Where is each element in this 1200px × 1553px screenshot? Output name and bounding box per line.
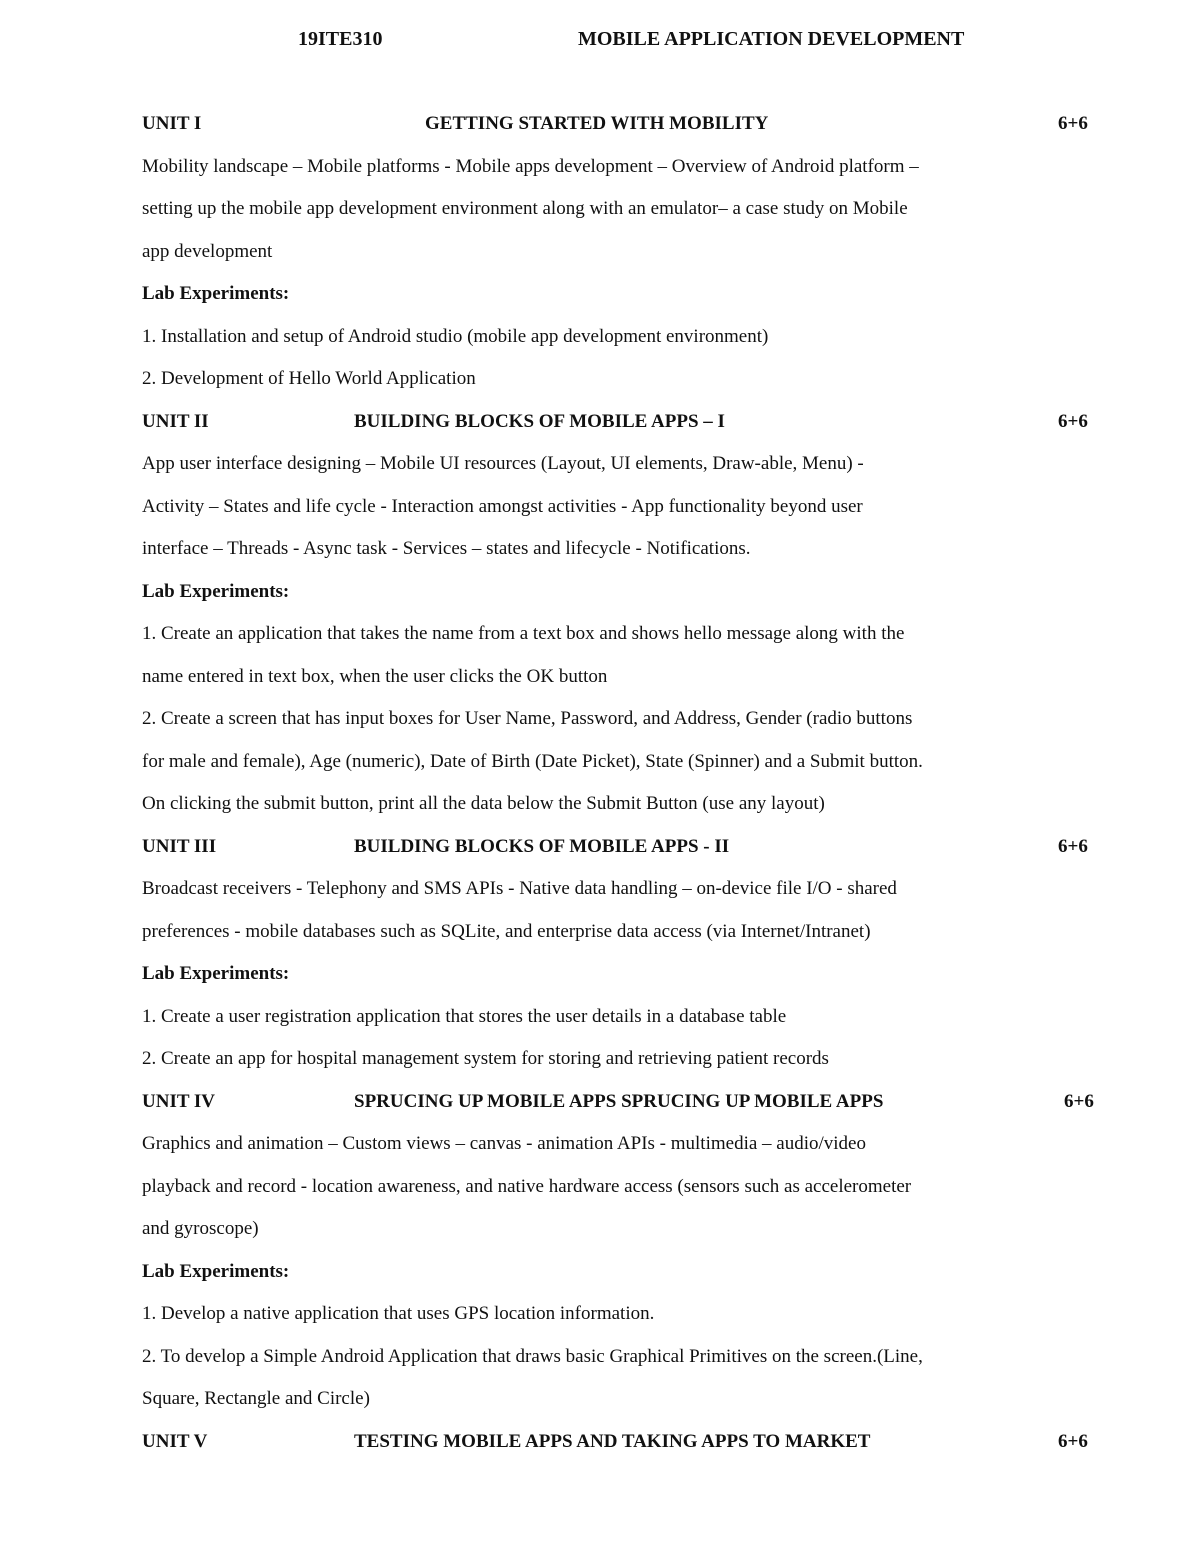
unit-hours: 6+6 [1058, 1430, 1088, 1452]
unit-hours: 6+6 [1058, 113, 1088, 134]
unit-description-line: preferences - mobile databases such as SQLite, and enterprise data access (via Internet/Intranet) [142, 920, 871, 942]
lab-experiment-line: 2. Create an app for hospital management system for storing and retrieving patient records [142, 1048, 829, 1069]
unit-description-line: interface – Threads - Async task - Services – states and lifecycle - Notifications. [142, 538, 751, 559]
unit-hours: 6+6 [1058, 835, 1088, 857]
unit-description-line: playback and record - location awareness, and native hardware access (sensors such as accelerometer [142, 1175, 912, 1197]
unit-title: BUILDING BLOCKS OF MOBILE APPS – I [354, 410, 725, 432]
unit-label: UNIT IV [142, 1090, 216, 1112]
lab-experiment-line: for male and female), Age (numeric), Date of Birth (Date Picket), State (Spinner) and a Submit button. [142, 750, 923, 772]
unit-description-line: Mobility landscape – Mobile platforms - Mobile apps development – Overview of Android platform – [142, 155, 919, 177]
unit-heading [142, 1421, 1102, 1464]
unit-label: UNIT I [142, 113, 202, 134]
unit-label: UNIT II [142, 410, 209, 432]
lab-experiment-line: 2. Development of Hello World Application [142, 368, 476, 389]
unit-description-line: app development [142, 240, 273, 262]
unit-description-line: and gyroscope) [142, 1218, 259, 1239]
lab-experiment-line: 1. Installation and setup of Android studio (mobile app development environment) [142, 325, 769, 347]
lab-experiment-line: 1. Develop a native application that uses GPS location information. [142, 1303, 655, 1324]
unit-description-line: Broadcast receivers - Telephony and SMS APIs - Native data handling – on-device file I/O - shared [142, 878, 897, 899]
unit-label: UNIT III [142, 835, 217, 857]
lab-experiment-line: 1. Create an application that takes the name from a text box and shows hello message along with the [142, 623, 905, 644]
course-title: MOBILE APPLICATION DEVELOPMENT [578, 28, 965, 50]
lab-experiments-heading: Lab Experiments: [142, 963, 290, 984]
unit-hours: 6+6 [1058, 410, 1088, 432]
unit-heading [142, 826, 1102, 869]
unit-title: BUILDING BLOCKS OF MOBILE APPS - II [354, 835, 730, 857]
lab-experiment-line: name entered in text box, when the user clicks the OK button [142, 665, 608, 687]
lab-experiments-heading: Lab Experiments: [142, 283, 290, 304]
unit-title: TESTING MOBILE APPS AND TAKING APPS TO MARKET [354, 1430, 871, 1452]
unit-description-line: App user interface designing – Mobile UI resources (Layout, UI elements, Draw-able, Menu) - [142, 453, 864, 474]
unit-heading [142, 103, 1102, 146]
unit-heading [142, 1081, 1102, 1124]
lab-experiment-line: 1. Create a user registration application that stores the user details in a database table [142, 1005, 787, 1027]
unit-label: UNIT V [142, 1430, 208, 1452]
lab-experiment-line: 2. To develop a Simple Android Application that draws basic Graphical Primitives on the screen.(Line, [142, 1345, 923, 1367]
document-header [0, 28, 1200, 54]
unit-description-line: Activity – States and life cycle - Interaction amongst activities - App functionality beyond user [142, 495, 863, 517]
unit-title: GETTING STARTED WITH MOBILITY [425, 113, 769, 134]
unit-heading [142, 401, 1102, 444]
lab-experiment-line: Square, Rectangle and Circle) [142, 1388, 370, 1409]
lab-experiment-line: 2. Create a screen that has input boxes for User Name, Password, and Address, Gender (radio buttons [142, 708, 913, 729]
unit-description-line: Graphics and animation – Custom views – canvas - animation APIs - multimedia – audio/video [142, 1133, 866, 1154]
lab-experiment-line: On clicking the submit button, print all the data below the Submit Button (use any layout) [142, 793, 825, 814]
course-code: 19ITE310 [298, 28, 383, 50]
unit-hours: 6+6 [1064, 1090, 1094, 1112]
unit-title: SPRUCING UP MOBILE APPS SPRUCING UP MOBILE APPS [354, 1090, 884, 1112]
syllabus-content [142, 103, 1102, 1463]
unit-description-line: setting up the mobile app development environment along with an emulator– a case study on Mobile [142, 198, 908, 219]
lab-experiments-heading: Lab Experiments: [142, 580, 290, 602]
lab-experiments-heading: Lab Experiments: [142, 1260, 290, 1282]
